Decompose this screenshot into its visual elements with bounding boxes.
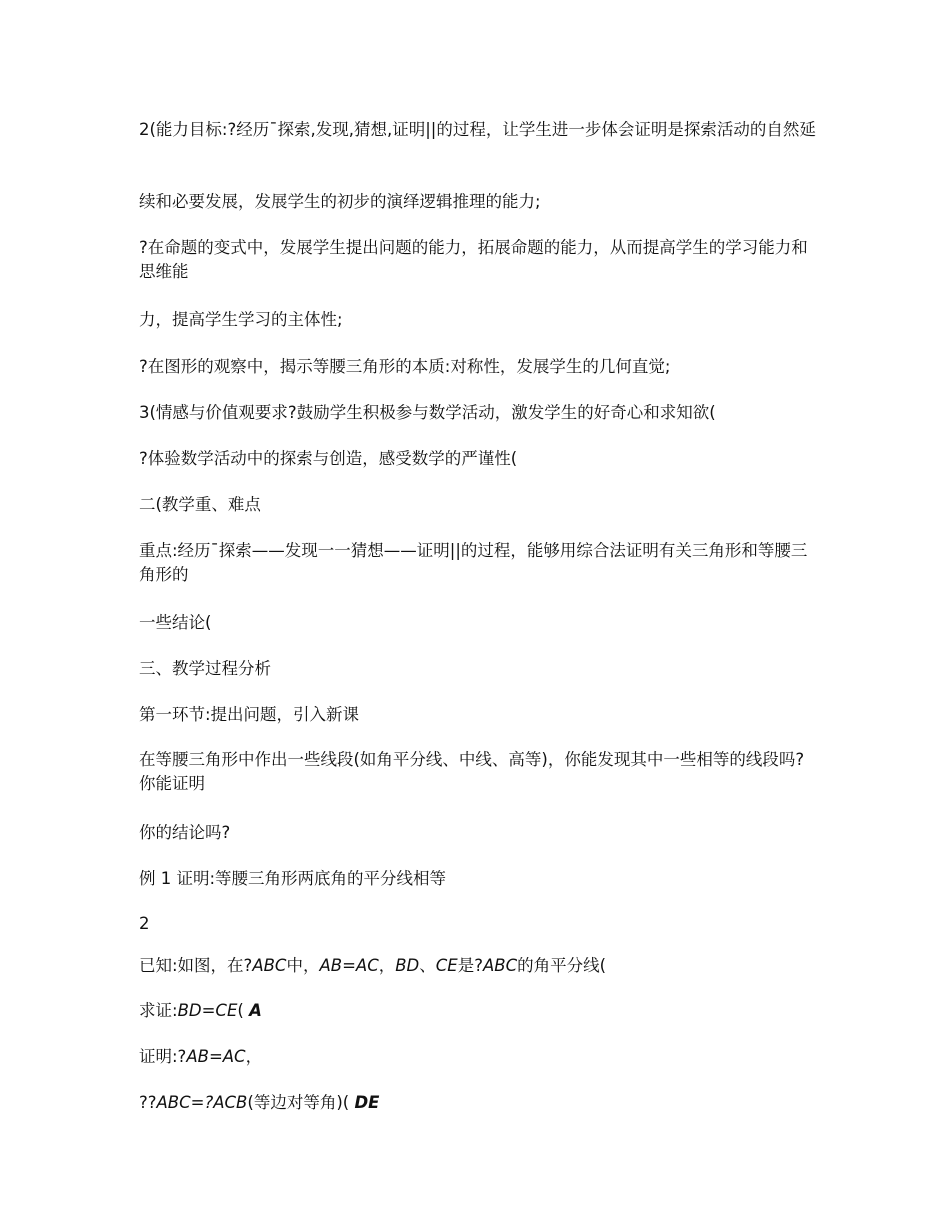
emotion-goal-line: 3(情感与价值观要求?鼓励学生积极参与数学活动，激发学生的好奇心和求知欲(	[139, 403, 716, 422]
math-bd: BD	[395, 956, 420, 975]
given-text-6: 的角平分线(	[517, 956, 607, 975]
given-text-4: 、	[419, 956, 436, 975]
math-abc: ABC	[156, 1093, 191, 1112]
math-ac: AC	[355, 956, 379, 975]
given-text-2: 中，	[286, 956, 320, 975]
variation-goal-continuation: 力，提高学生学习的主体性;	[139, 310, 343, 329]
math-equals: =	[208, 1047, 223, 1066]
proof-line-1	[139, 1045, 819, 1069]
step-one-heading: 第一环节:提出问题，引入新课	[139, 705, 360, 724]
key-point-paragraph: 重点:经历¯探索——发现一一猜想——证明||的过程，能够用综合法证明有关三角形和等腰三角形的	[139, 541, 808, 584]
math-ab: AB	[319, 956, 343, 975]
observation-goal-line: ?在图形的观察中，揭示等腰三角形的本质:对称性，发展学生的几何直觉;	[139, 357, 671, 376]
page-number: 2	[139, 914, 150, 933]
prove-text-1: 求证:	[139, 1001, 178, 1020]
proof-text-4: (等边对等角)(	[247, 1093, 355, 1112]
math-ac: AC	[222, 1047, 246, 1066]
key-point-continuation: 一些结论(	[139, 613, 212, 632]
variation-goal-paragraph: ?在命题的变式中，发展学生提出问题的能力，拓展命题的能力，从而提高学生的学习能力和思维能	[139, 238, 808, 281]
math-abc: ABC	[482, 956, 518, 975]
math-bd: BD	[177, 1001, 202, 1020]
proof-line-2	[139, 1091, 819, 1115]
given-text-1: 已知:如图，在?	[139, 956, 253, 975]
given-statement	[139, 954, 819, 978]
proof-text-3: ??	[139, 1093, 157, 1112]
example-one-title: 例 1 证明:等腰三角形两底角的平分线相等	[139, 869, 447, 888]
question-continuation: 你的结论吗?	[139, 823, 231, 842]
math-abc: ABC	[252, 956, 287, 975]
prove-text-2: (	[237, 1001, 250, 1020]
given-text-5: 是?	[457, 956, 483, 975]
section-heading-key-points: 二(教学重、难点	[139, 495, 261, 514]
given-text-3: ，	[378, 956, 396, 975]
proof-text-2: ，	[245, 1047, 263, 1066]
math-acb: ACB	[213, 1093, 248, 1112]
math-ce: CE	[215, 1001, 238, 1020]
math-equals: =	[201, 1001, 216, 1020]
math-ab: AB	[186, 1047, 209, 1066]
ability-goal-paragraph: 2(能力目标:?经历¯探索,发现,猜想,证明||的过程，让学生进一步体会证明是探索活动的自然延	[139, 120, 816, 139]
prove-statement	[139, 999, 819, 1023]
experience-goal-line: ?体验数学活动中的探索与创造，感受数学的严谨性(	[139, 449, 518, 468]
figure-label-a: A	[249, 1001, 262, 1020]
math-equals: =	[342, 956, 356, 975]
section-heading-process: 三、教学过程分析	[139, 659, 271, 678]
question-paragraph: 在等腰三角形中作出一些线段(如角平分线、中线、高等)，你能发现其中一些相等的线段吗?你能证明	[139, 750, 805, 793]
proof-text-1: 证明:?	[139, 1047, 187, 1066]
math-ce: CE	[435, 956, 458, 975]
math-equals: =?	[190, 1093, 214, 1112]
figure-label-de: DE	[354, 1093, 380, 1112]
ability-goal-continuation: 续和必要发展，发展学生的初步的演绎逻辑推理的能力;	[139, 192, 541, 211]
